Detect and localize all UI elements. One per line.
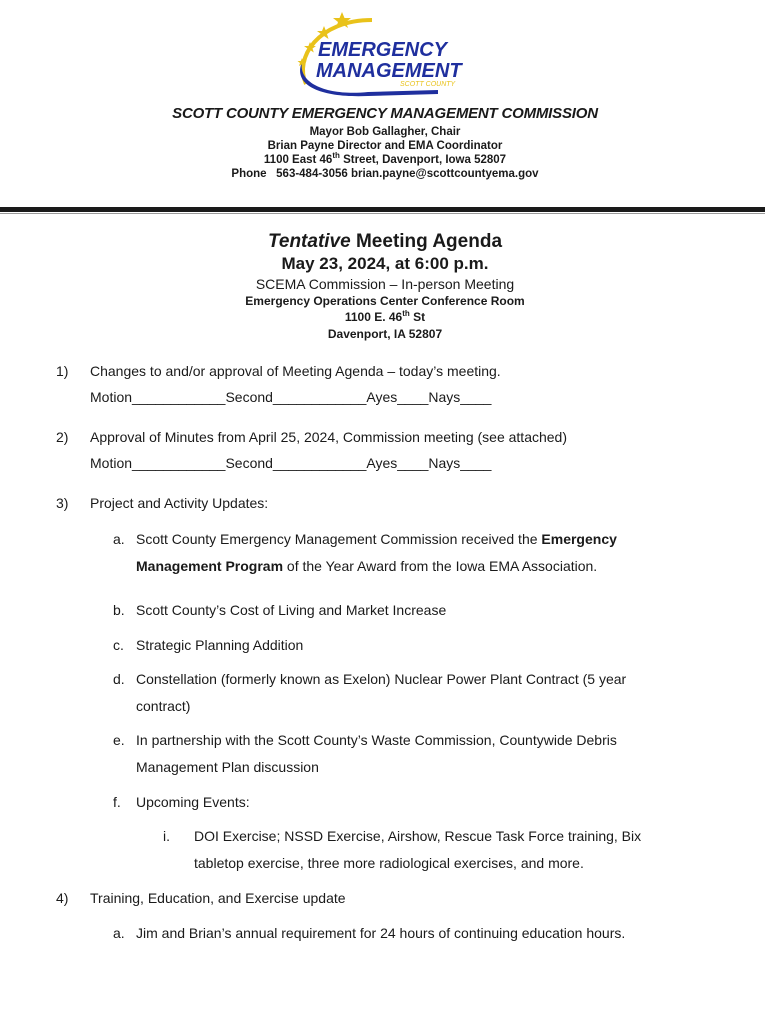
item-3f-text: Upcoming Events: <box>136 794 250 810</box>
item-3e-label: e. <box>113 732 125 748</box>
item-2-text: Approval of Minutes from April 25, 2024, Commission meeting (see attached) <box>90 429 568 445</box>
item-3f-i-label: i. <box>163 828 170 844</box>
item-3-text: Project and Activity Updates: <box>90 495 269 511</box>
logo-graphic <box>288 6 488 98</box>
header-divider <box>0 207 765 212</box>
item-3a-line1 <box>136 530 617 548</box>
item-3a-label: a. <box>113 531 125 547</box>
chair-line: Mayor Bob Gallagher, Chair <box>309 126 461 138</box>
agenda-title-italic: Tentative <box>267 231 351 252</box>
item-3b-text: Scott County’s Cost of Living and Market Increase <box>136 602 447 618</box>
meeting-type: SCEMA Commission – In-person Meeting <box>255 276 515 292</box>
street-post: St <box>409 310 426 324</box>
item-3-number: 3) <box>56 495 69 511</box>
emergency-management-logo <box>288 6 488 98</box>
street-pre: 1100 E. 46 <box>344 310 403 324</box>
address-pre: 1100 East 46 <box>263 154 333 166</box>
item-3b-label: b. <box>113 602 125 618</box>
director-line: Brian Payne Director and EMA Coordinator <box>267 140 503 152</box>
item-3a-post: of the Year Award from the Iowa EMA Association. <box>283 558 598 574</box>
phone-line: Phone 563-484-3056 brian.payne@scottcountyema.gov <box>231 168 539 180</box>
item-3a-line2 <box>136 557 597 575</box>
item-3f-i-line1: DOI Exercise; NSSD Exercise, Airshow, Rescue Task Force training, Bix <box>194 828 642 844</box>
item-2-motion: Motion____________Second____________Ayes____Nays____ <box>90 455 492 471</box>
item-4a-label: a. <box>113 925 125 941</box>
item-3e-line2: Management Plan discussion <box>136 759 319 775</box>
item-3e-line1: In partnership with the Scott County’s Waste Commission, Countywide Debris <box>136 732 617 748</box>
item-4a-text: Jim and Brian’s annual requirement for 24 hours of continuing education hours. <box>136 925 626 941</box>
address-post: Street, Davenport, Iowa 52807 <box>339 154 507 166</box>
item-3d-line2: contract) <box>136 698 191 714</box>
logo-text-scott-county: SCOTT COUNTY <box>400 81 456 88</box>
commission-heading: SCOTT COUNTY EMERGENCY MANAGEMENT COMMISSION <box>172 105 598 122</box>
item-3a-pre: Scott County Emergency Management Commission received the <box>136 531 542 547</box>
agenda-title <box>0 231 770 253</box>
item-3a-bold2: Management Program <box>136 558 284 574</box>
meeting-city: Davenport, IA 52807 <box>327 327 443 341</box>
item-3a-bold1: Emergency <box>541 531 617 547</box>
item-4-text: Training, Education, and Exercise update <box>90 890 346 906</box>
item-3d-label: d. <box>113 671 125 687</box>
item-3f-i-line2: tabletop exercise, three more radiological exercises, and more. <box>194 855 584 871</box>
logo-text-emergency: EMERGENCY <box>318 39 447 61</box>
agenda-title-rest: Meeting Agenda <box>350 231 503 252</box>
meeting-date: May 23, 2024, at 6:00 p.m. <box>281 254 489 273</box>
item-1-text: Changes to and/or approval of Meeting Agenda – today’s meeting. <box>90 363 501 379</box>
meeting-street <box>0 310 770 324</box>
item-1-number: 1) <box>56 363 69 379</box>
street-sup: th <box>402 309 410 318</box>
meeting-room: Emergency Operations Center Conference Room <box>245 294 525 308</box>
item-2-number: 2) <box>56 429 69 445</box>
item-3c-text: Strategic Planning Addition <box>136 637 304 653</box>
item-1-motion: Motion____________Second____________Ayes____Nays____ <box>90 389 492 405</box>
address-line <box>0 153 770 167</box>
item-3f-label: f. <box>113 794 121 810</box>
logo-text-management: MANAGEMENT <box>316 60 462 82</box>
item-3c-label: c. <box>113 637 124 653</box>
header-divider-thin <box>0 213 765 214</box>
item-3d-line1: Constellation (formerly known as Exelon) Nuclear Power Plant Contract (5 year <box>136 671 627 687</box>
item-4-number: 4) <box>56 890 69 906</box>
address-sup: th <box>332 151 340 161</box>
